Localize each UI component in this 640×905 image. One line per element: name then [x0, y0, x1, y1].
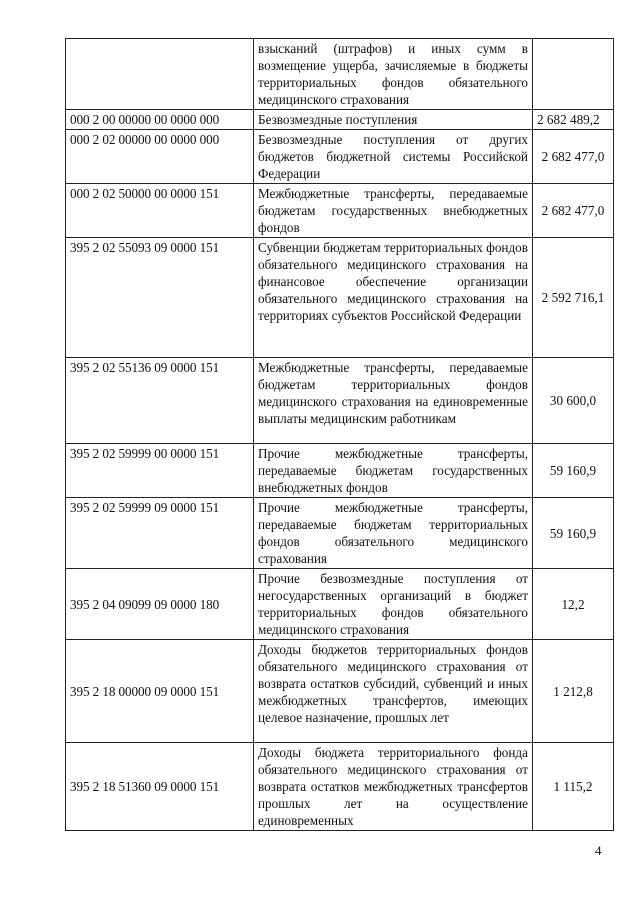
budget-code-cell [66, 39, 254, 110]
revenue-name-cell: Доходы бюджетов территориальных фондов обязательного медицинского страхования от возврата остатков субсидий, субвенций и иных межбюджетных трансфертов, имеющих целевое назначение, прошлых лет [254, 640, 533, 743]
revenue-name-cell: Доходы бюджета территориального фонда обязательного медицинского страхования от возврата остатков межбюджетных трансфертов прошлых лет на осуществление единовременных [254, 743, 533, 831]
revenue-name-cell: взысканий (штрафов) и иных сумм в возмещение ущерба, зачисляемые в бюджеты территориальных фондов обязательного медицинского страхования [254, 39, 533, 110]
amount-cell: 2 682 477,0 [533, 184, 614, 238]
budget-code-cell: 000 2 02 50000 00 0000 151 [66, 184, 254, 238]
amount-cell: 59 160,9 [533, 498, 614, 569]
budget-code-cell: 395 2 04 09099 09 0000 180 [66, 569, 254, 640]
table-row [66, 569, 614, 640]
table-row [66, 743, 614, 831]
budget-code-cell: 000 2 00 00000 00 0000 000 [66, 110, 254, 130]
amount-cell: 2 682 477,0 [533, 130, 614, 184]
revenue-name-cell: Прочие безвозмездные поступления от негосударственных организаций в бюджет территориальных фондов обязательного медицинского страхования [254, 569, 533, 640]
budget-code-cell: 395 2 18 00000 09 0000 151 [66, 640, 254, 743]
budget-code-cell: 395 2 02 59999 00 0000 151 [66, 444, 254, 498]
revenue-name-cell: Субвенции бюджетам территориальных фондов обязательного медицинского страхования на финансовое обеспечение организации обязательного медицинского страхования на территориях субъектов Российской Федерации [254, 238, 533, 358]
amount-cell: 12,2 [533, 569, 614, 640]
budget-code-cell: 395 2 02 55136 09 0000 151 [66, 358, 254, 444]
table-row [66, 358, 614, 444]
table-row [66, 238, 614, 358]
amount-cell: 2 592 716,1 [533, 238, 614, 358]
revenue-name-cell: Межбюджетные трансферты, передаваемые бюджетам государственных внебюджетных фондов [254, 184, 533, 238]
amount-cell: 2 682 489,2 [533, 110, 614, 130]
table-row [66, 184, 614, 238]
budget-code-cell: 000 2 02 00000 00 0000 000 [66, 130, 254, 184]
budget-code-cell: 395 2 18 51360 09 0000 151 [66, 743, 254, 831]
table-row [66, 39, 614, 110]
table-row [66, 110, 614, 130]
budget-code-cell: 395 2 02 55093 09 0000 151 [66, 238, 254, 358]
page-number: 4 [595, 843, 602, 858]
revenue-name-cell: Прочие межбюджетные трансферты, передаваемые бюджетам государственных внебюджетных фондов [254, 444, 533, 498]
amount-cell [533, 39, 614, 110]
amount-cell: 30 600,0 [533, 358, 614, 444]
amount-cell: 1 212,8 [533, 640, 614, 743]
table-row [66, 640, 614, 743]
revenue-name-cell: Межбюджетные трансферты, передаваемые бюджетам территориальных фондов медицинского страхования на единовременные выплаты медицинским работникам [254, 358, 533, 444]
revenue-name-cell: Безвозмездные поступления от других бюджетов бюджетной системы Российской Федерации [254, 130, 533, 184]
table-row [66, 130, 614, 184]
table-row [66, 498, 614, 569]
budget-code-cell: 395 2 02 59999 09 0000 151 [66, 498, 254, 569]
revenue-name-cell: Прочие межбюджетные трансферты, передаваемые бюджетам территориальных фондов обязательного медицинского страхования [254, 498, 533, 569]
table-row [66, 444, 614, 498]
revenue-table [65, 38, 614, 831]
amount-cell: 1 115,2 [533, 743, 614, 831]
amount-cell: 59 160,9 [533, 444, 614, 498]
revenue-name-cell: Безвозмездные поступления [254, 110, 533, 130]
